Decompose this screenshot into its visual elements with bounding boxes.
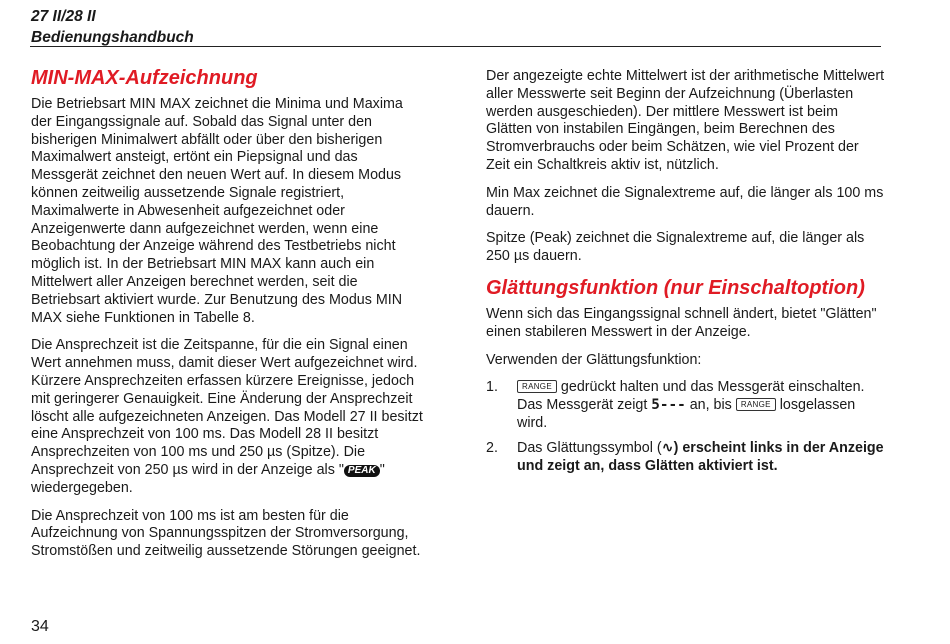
list-item: [486, 440, 886, 476]
range-key-icon: RANGE: [517, 380, 557, 393]
model-title: 27 II/28 II: [31, 8, 96, 25]
left-column: [31, 66, 426, 571]
step-text: Das Glättungssymbol (: [517, 439, 662, 456]
page-number: 34: [31, 618, 49, 635]
paragraph-text: Die Ansprechzeit ist die Zeitspanne, für die ein Signal einen Wert annehmen muss, damit dieser Wert aufgezeichnet wird. Kürzere Ansprechzeiten erfassen kürzere Ereignisse, jedoch mit geringerer Genauigkeit. Eine Änderung der Ansprechzeit löscht alle aufgezeichneten Anzeigen. Das Modell 27 II besitzt eine Ansprechzeit von 100 ms. Das Modell 28 II besitzt Ansprechzeiten von 100 ms und 250 µs (Spitze). Die Ansprechzeit von 250 µs wird in der Anzeige als ": [31, 337, 423, 478]
minmax-paragraph-1: Die Betriebsart MIN MAX zeichnet die Minima und Maxima der Eingangssignale auf. Sobald das Signal unter den bisherigen Minimalwert abfällt oder über den bisherigen Maximalwert ansteigt, ertönt ein Piepsignal und das Messgerät zeichnet den neuen Wert auf. In diesem Modus können zeitweilig aussetzende Signale registriert, Maximalwerte in Abwesenheit aufgezeichnet oder Anzeigenwerte dann aufgezeichnet werden, wenn eine Beobachtung der Anzeige während des Testbetriebs nicht möglich ist. In der Betriebsart MIN MAX kann auch ein Mittelwert aller Anzeigen berechnet werden, seit die Betriebsart aktiviert wurde. Zur Benutzung des Modus MIN MAX siehe Funktionen in Tabelle 8.: [31, 96, 403, 326]
minmax-duration-paragraph: Min Max zeichnet die Signalextreme auf, die länger als 100 ms dauern.: [486, 184, 884, 219]
list-item: [486, 379, 886, 432]
right-column: [486, 68, 886, 482]
range-key-icon: RANGE: [736, 398, 776, 411]
peak-duration-paragraph: Spitze (Peak) zeichnet die Signalextreme auf, die länger als 250 µs dauern.: [486, 230, 865, 265]
paragraph-text: " wiedergegeben.: [31, 461, 385, 496]
section-heading-minmax: MIN-MAX-Aufzeichnung: [31, 67, 258, 89]
running-header: [31, 6, 194, 48]
smoothing-intro-paragraph: Wenn sich das Eingangssignal schnell ändert, bietet "Glätten" einen stabileren Messwert in der Anzeige.: [486, 305, 877, 340]
smoothing-steps-list: [486, 379, 886, 475]
display-glyph: 5---: [651, 397, 686, 414]
step-text: an, bis: [685, 397, 736, 414]
minmax-paragraph-3: Die Ansprechzeit von 100 ms ist am besten für die Aufzeichnung von Spannungsspitzen der Stromversorgung, Stromstößen und zeitweilig aussetzende Störungen geeignet.: [31, 507, 421, 560]
step-text: ) erscheint links in der Anzeige und zeigt an, dass Glätten aktiviert ist.: [517, 439, 884, 474]
minmax-paragraph-2: [31, 337, 426, 497]
step-number: 1.: [486, 379, 498, 396]
manual-title: Bedienungshandbuch: [31, 29, 194, 46]
step-number: 2.: [486, 439, 498, 456]
average-paragraph: Der angezeigte echte Mittelwert ist der arithmetische Mittelwert aller Messwerte seit Beginn der Aufzeichnung (Überlasten werden ausgeschieden). Der mittlere Messwert ist beim Glätten von instabilen Eingängen, beim Berechnen des Stromverbrauchs oder beim Schätzen, wie viel Prozent der Zeit ein Schaltkreis aktiv ist, nützlich.: [486, 68, 885, 173]
smoothing-symbol-icon: ∿: [661, 439, 674, 456]
smoothing-usage-paragraph: Verwenden der Glättungsfunktion:: [486, 351, 702, 368]
step-text: losgelassen wird.: [517, 397, 856, 431]
step-text: gedrückt halten und das Messgerät einschalten. Das Messgerät zeigt: [517, 379, 865, 414]
peak-display-symbol: PEAK: [344, 465, 380, 477]
section-heading-smoothing: Glättungsfunktion (nur Einschaltoption): [486, 276, 865, 299]
header-rule: [30, 46, 881, 47]
